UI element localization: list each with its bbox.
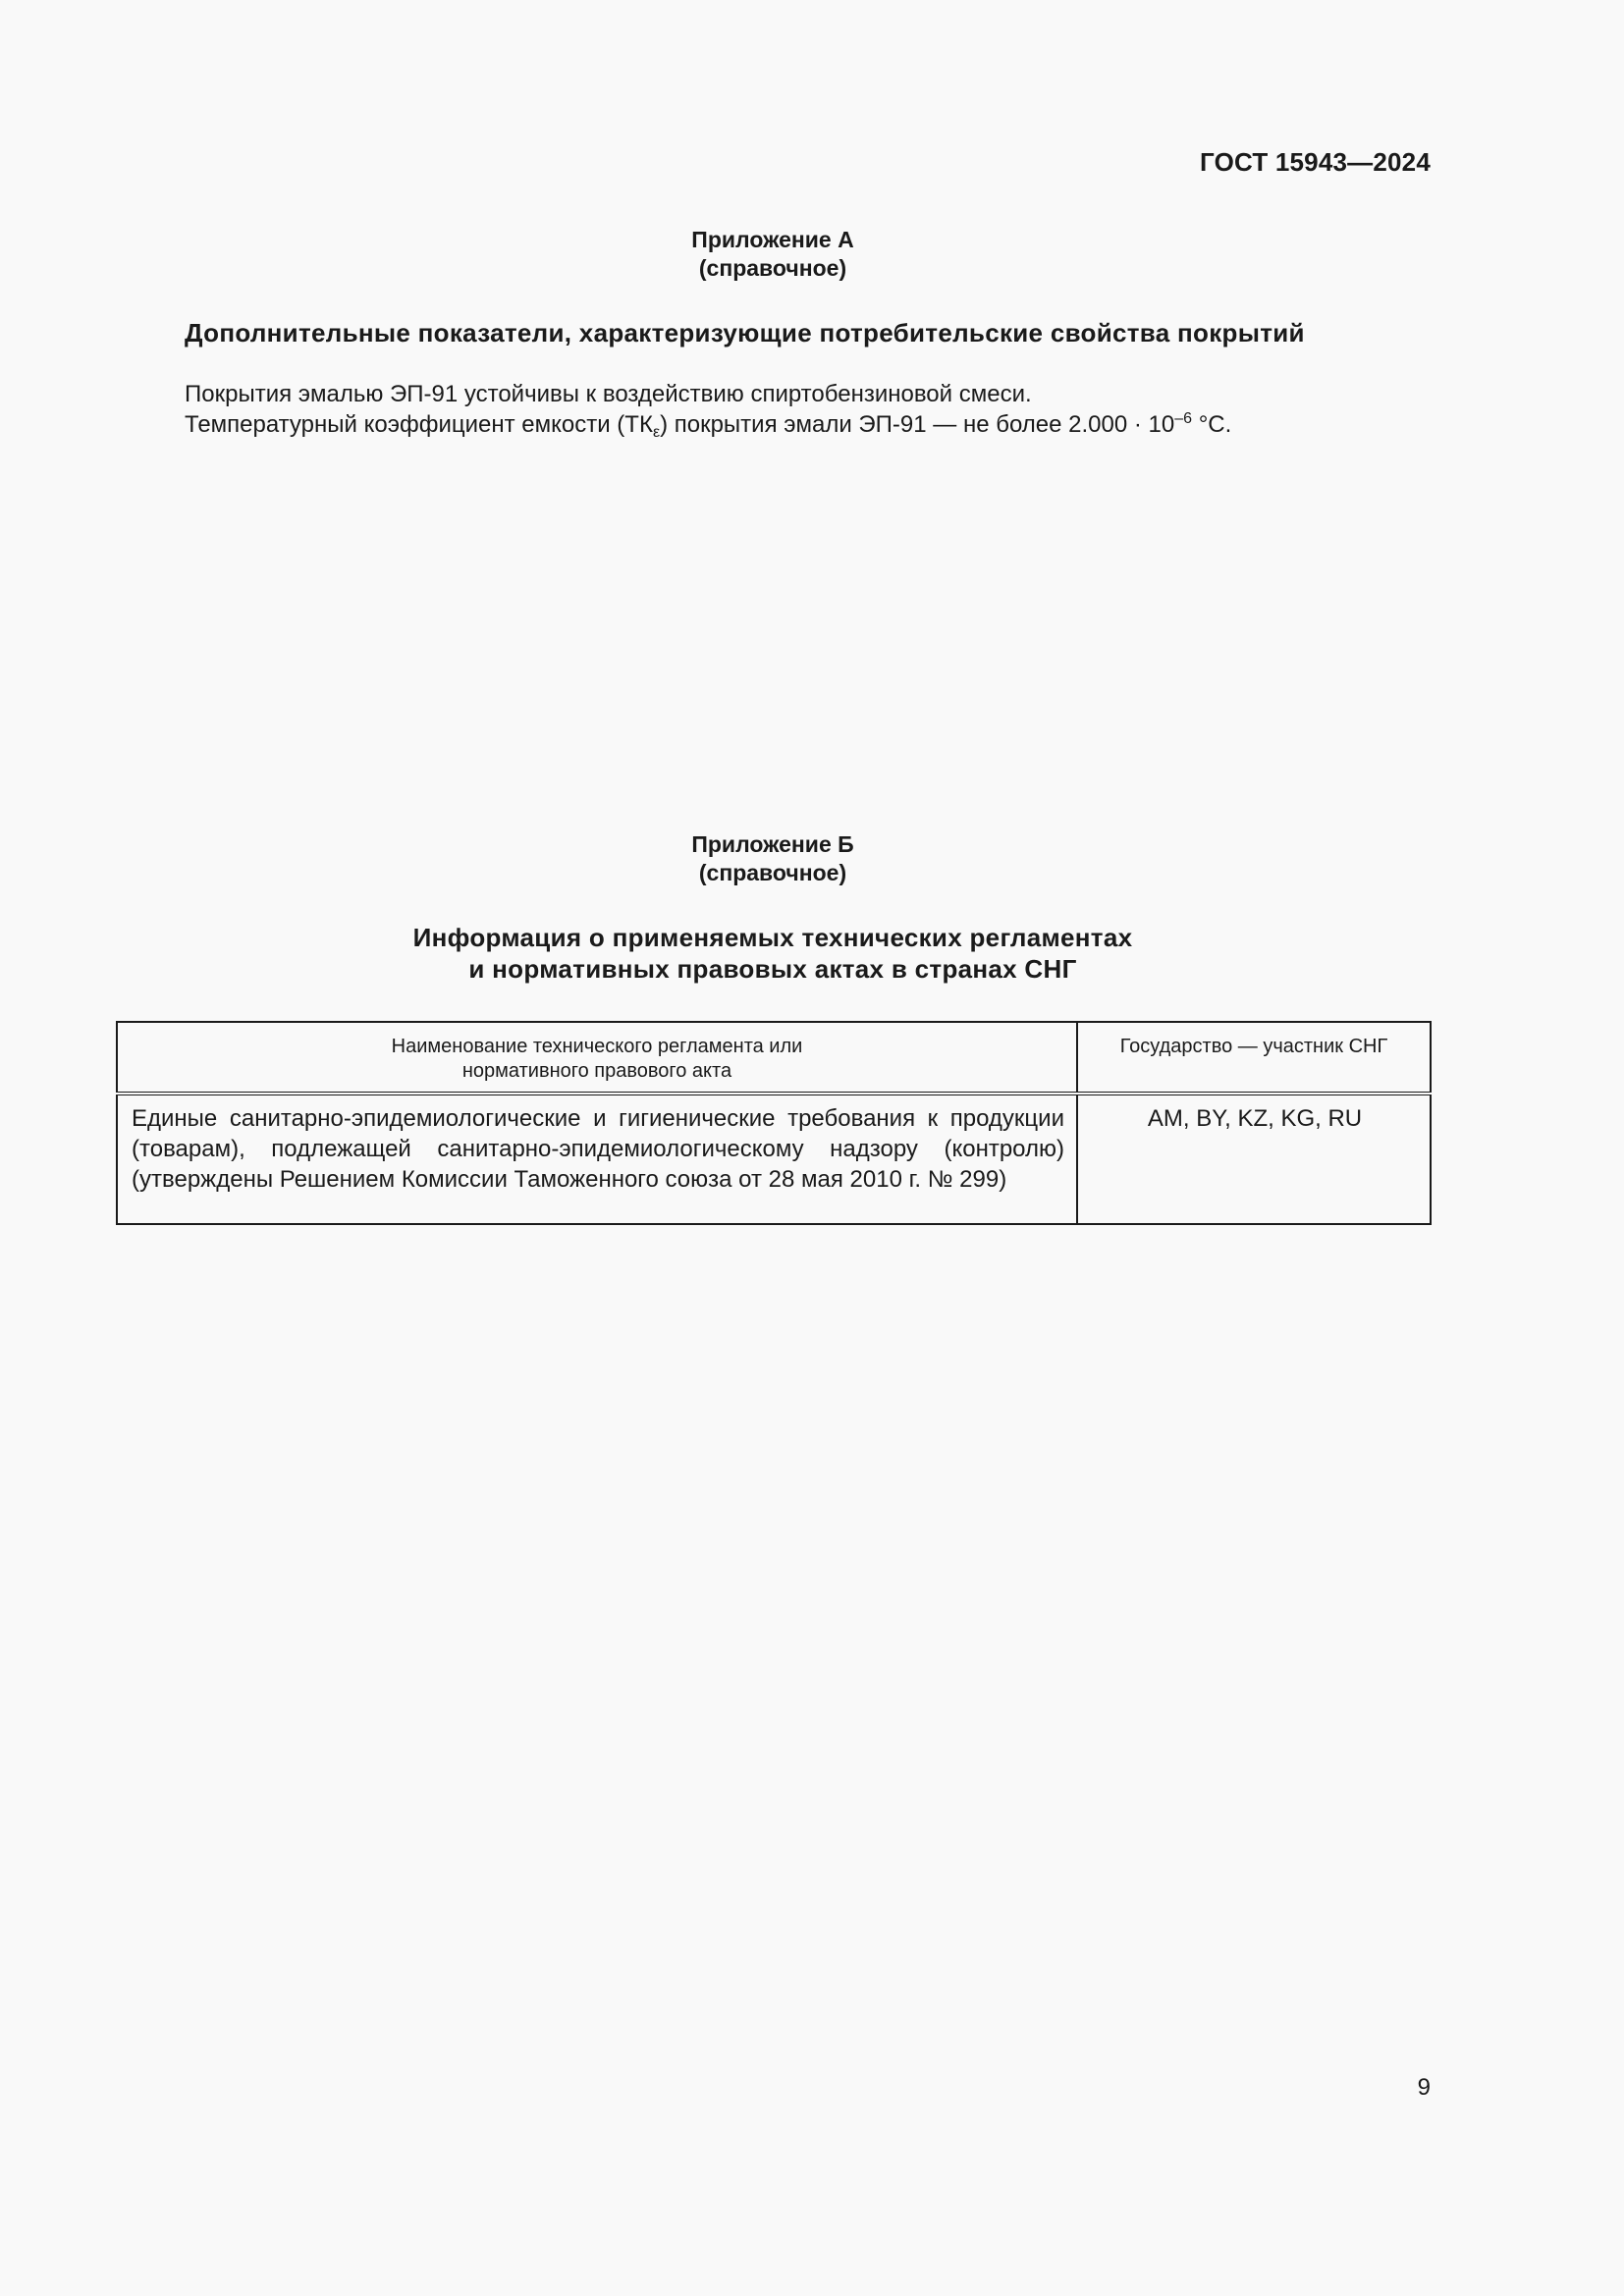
- header-member-state: Государство — участник СНГ: [1077, 1022, 1431, 1094]
- document-id: ГОСТ 15943—2024: [1200, 147, 1431, 177]
- regulation-act-cell: Единые санитарно-эпидемиологические и гигиенические требования к продукции (товарам), подлежащей санитарно-эпидемиологическому надзору (контролю) (утверждены Решением Комиссии Таможенного союза от 28 мая 2010 г. № 299): [117, 1094, 1077, 1224]
- header-col1-line-2: нормативного правового акта: [461, 1060, 732, 1082]
- table-header-row: [117, 1022, 1431, 1094]
- paragraph-2-part-3: °С.: [1192, 411, 1232, 438]
- annex-a-status: (справочное): [698, 255, 847, 281]
- header-col1-line-1: Наименование технического регламента или: [391, 1036, 803, 1057]
- exponent-superscript: –6: [1174, 410, 1193, 427]
- member-states-cell: AM, BY, KZ, KG, RU: [1077, 1094, 1431, 1224]
- annex-b-title: [0, 922, 1545, 985]
- regulations-table: [116, 1021, 1432, 1225]
- annex-b-label: Приложение Б: [691, 831, 854, 857]
- annex-a-label: Приложение А: [691, 227, 854, 252]
- table-row: [117, 1094, 1431, 1224]
- annex-b-heading: [0, 830, 1545, 887]
- annex-b-title-line-1: Информация о применяемых технических регламентах: [412, 923, 1133, 952]
- paragraph-2-part-1: Температурный коэффициент емкости (ТК: [185, 411, 653, 438]
- annex-b-status: (справочное): [698, 860, 847, 885]
- annex-a-title: Дополнительные показатели, характеризующие потребительские свойства покрытий: [185, 318, 1305, 347]
- annex-a-paragraph-2: [185, 409, 1231, 440]
- header-regulation-name: [117, 1022, 1077, 1094]
- epsilon-subscript: ε: [652, 424, 661, 441]
- annex-a-heading: [0, 226, 1545, 283]
- page-number: 9: [1417, 2074, 1431, 2101]
- paragraph-2-part-2: ) покрытия эмали ЭП-91 — не более 2.000 · 10: [660, 411, 1175, 438]
- annex-a-body: [185, 379, 1231, 440]
- annex-a-paragraph-1: Покрытия эмалью ЭП-91 устойчивы к воздействию спиртобензиновой смеси.: [185, 381, 1032, 407]
- annex-b-title-line-2: и нормативных правовых актах в странах СНГ: [468, 954, 1077, 984]
